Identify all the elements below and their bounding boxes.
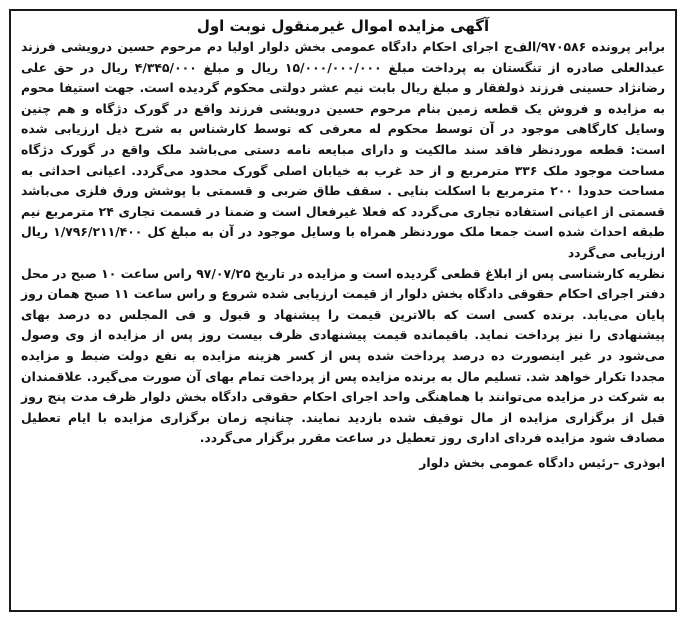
notice-signature: ابوذری –رئیس دادگاه عمومی بخش دلوار — [419, 454, 665, 470]
notice-paragraph-auction-terms: نظریه کارشناسی پس از ابلاغ قطعی گردیده است و مزایده در تاریخ ۹۷/۰۷/۲۵ راس ساعت ۱۰ صبح در محل دفتر اجرای احکام حقوقی دادگاه بخش دلوار از قیمت ارزیابی شده شروع و راس ساعت ۱۱ صبح همان روز پایان می‌یابد. برنده کسی است که بالاترین قیمت را پیشنهاد و قبول و فی المجلس ده درصد بهای پیشنهادی را نیز پرداخت نماید. باقیمانده قیمت پیشنهادی ظرف بیست روز پس از مزایده از وی وصول می‌شود در غیر اینصورت ده درصد پرداخت شده پس از کسر هزینه مزایده به نفع دولت ضبط و مزایده مجددا تکرار خواهد شد. تسلیم مال به برنده مزایده پس از پرداخت تمام بهای آن صورت می‌گیرد. علاقمندان به شرکت در مزایده می‌توانند با هماهنگی واحد اجرای احکام حقوقی دادگاه بخش دلوار ظرف مدت پنج روز قبل از برگزاری مزایده از مال توقیف شده بازدید نمایند. چنانچه زمان برگزاری مزایده با ایام تعطیل مصادف شود مزایده فردای اداری روز تعطیل در ساعت مقرر برگزار می‌گردد. — [21, 265, 665, 446]
notice-title: آگهی مزایده اموال غیرمنقول نوبت اول — [196, 17, 490, 35]
auction-notice — [9, 9, 677, 612]
notice-paragraph-case-details: برابر پرونده ۹۷۰۵۸۶/الف‌ج اجرای احکام دادگاه عمومی بخش دلوار اولیا دم مرحوم حسین درویشی فرزند عبدالعلی صادره از تنگستان به پرداخت مبلغ ۱۵/۰۰۰/۰۰۰/۰۰۰ ریال و مبلغ ۴/۳۴۵/۰۰۰ ریال در حق علی رضانژاد حسینی فرزند ذولفقار و مبلغ ریال بابت نیم عشر دولتی محکوم گردیده است. جهت استیفا محوم به مزایده و فروش یک قطعه زمین بنام مرحوم حسین درویشی فرزند واقع در گورک دژگاه و هم چنین وسایل کارگاهی موجود در آن توسط محکوم له معرفی که توسط کارشناس به شرح ذیل ارزیابی شده است: قطعه موردنظر فاقد سند مالکیت و دارای مبایعه نامه دستی می‌باشد ملک واقع در گورک دژگاه مساحت موجود ملک ۳۳۶ مترمربع و از حد غرب به خیابان اصلی گورک محدود می‌گردد. اعیانی احداثی به مساحت حدودا ۲۰۰ مترمربع با اسکلت بنایی . سقف طاق ضربی و قسمتی با پوشش ورق فلزی می‌باشد قسمتی از اعیانی استفاده تجاری می‌گردد که فعلا غیرفعال است و ضمنا در قسمت تجاری ۲۴ مترمربع نیم طبقه احداث شده است جمعا ملک موردنظر همراه با وسایل موجود در آن به مبلغ کل ۱/۷۹۶/۲۱۱/۴۰۰ ریال ارزیابی می‌گردد — [21, 39, 666, 260]
